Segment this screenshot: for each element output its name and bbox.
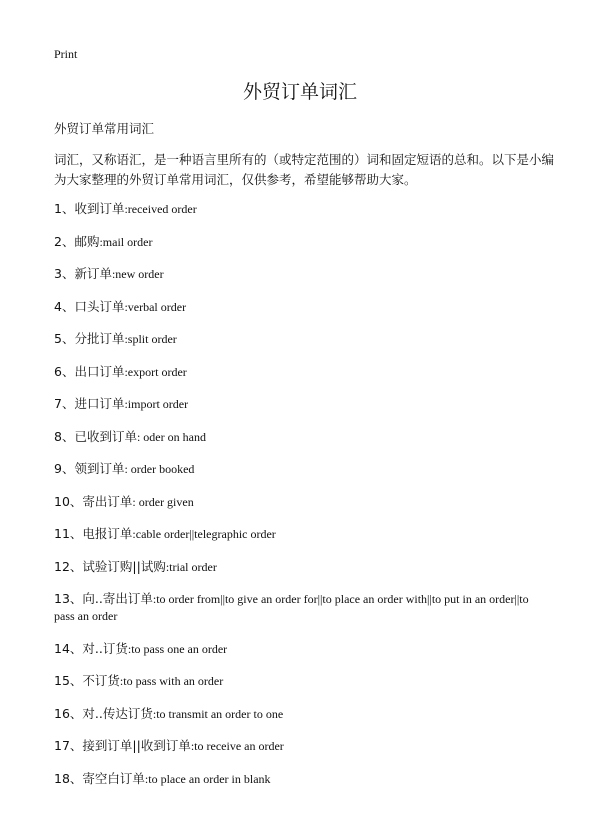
list-item	[54, 672, 546, 690]
item-english: : order given	[132, 494, 194, 509]
list-item	[54, 200, 546, 218]
item-chinese: 2、邮购	[54, 233, 100, 249]
item-chinese: 4、口头订单	[54, 298, 125, 314]
item-english: :export order	[124, 364, 187, 379]
section-subtitle: 外贸订单常用词汇	[54, 121, 155, 136]
item-chinese: 3、新订单	[54, 266, 112, 281]
item-chinese: 14、对..订货	[54, 640, 128, 656]
item-chinese: 10、寄出订单	[54, 493, 133, 509]
intro-paragraph: 词汇，又称语汇，是一种语言里所有的（或特定范围的）词和固定短语的总和。以下是小编为大家整理的外贸订单常用词汇，仅供参考，希望能够帮助大家。	[54, 152, 555, 187]
item-chinese: 8、已收到订单	[54, 428, 137, 444]
item-chinese: 5、分批订单	[54, 331, 125, 346]
list-item	[54, 493, 546, 511]
item-chinese: 18、寄空白订单	[54, 770, 145, 786]
list-item	[54, 705, 546, 723]
item-english: :to order from||to give an order for||to place an order with||to put in an order||to pass an order	[54, 592, 529, 623]
item-english: :to pass one an order	[127, 641, 228, 656]
list-item	[54, 428, 546, 446]
list-item	[54, 525, 546, 543]
list-item	[54, 395, 546, 413]
print-link[interactable]: Print	[54, 47, 78, 61]
item-english: :to place an order in blank	[144, 771, 271, 786]
page-title: 外贸订单词汇	[242, 81, 357, 103]
item-english: : oder on hand	[136, 429, 206, 444]
item-english: :import order	[124, 397, 189, 411]
list-item	[54, 330, 546, 348]
item-chinese: 1、收到订单	[54, 201, 125, 216]
list-item	[54, 770, 546, 788]
list-item	[54, 265, 546, 283]
item-chinese: 12、试验订购||试购	[54, 558, 166, 574]
item-chinese: 11、电报订单	[54, 526, 133, 541]
item-english: :cable order||telegraphic order	[132, 527, 276, 541]
item-chinese: 6、出口订单	[54, 363, 125, 379]
list-item	[54, 233, 546, 251]
item-english: :split order	[124, 332, 177, 346]
item-english: :received order	[124, 202, 197, 216]
item-chinese: 15、不订货	[54, 673, 120, 688]
list-item	[54, 737, 546, 755]
vocabulary-list	[54, 200, 546, 802]
item-english: :verbal order	[124, 299, 187, 314]
item-chinese: 13、向..寄出订单	[54, 591, 153, 606]
item-english: :mail order	[99, 234, 153, 249]
list-item	[54, 558, 546, 576]
list-item	[54, 460, 546, 478]
item-english: :trial order	[165, 559, 217, 574]
item-chinese: 9、领到订单	[54, 461, 125, 476]
list-item	[54, 590, 546, 625]
item-chinese: 17、接到订单||收到订单	[54, 738, 191, 753]
item-english: : order booked	[124, 462, 195, 476]
item-chinese: 16、对..传达订货	[54, 705, 153, 721]
item-chinese: 7、进口订单	[54, 396, 125, 411]
list-item	[54, 298, 546, 316]
list-item	[54, 640, 546, 658]
list-item	[54, 363, 546, 381]
item-english: :to receive an order	[190, 739, 284, 753]
item-english: :to transmit an order to one	[152, 706, 284, 721]
item-english: :to pass with an order	[119, 674, 224, 688]
item-english: :new order	[111, 267, 164, 281]
